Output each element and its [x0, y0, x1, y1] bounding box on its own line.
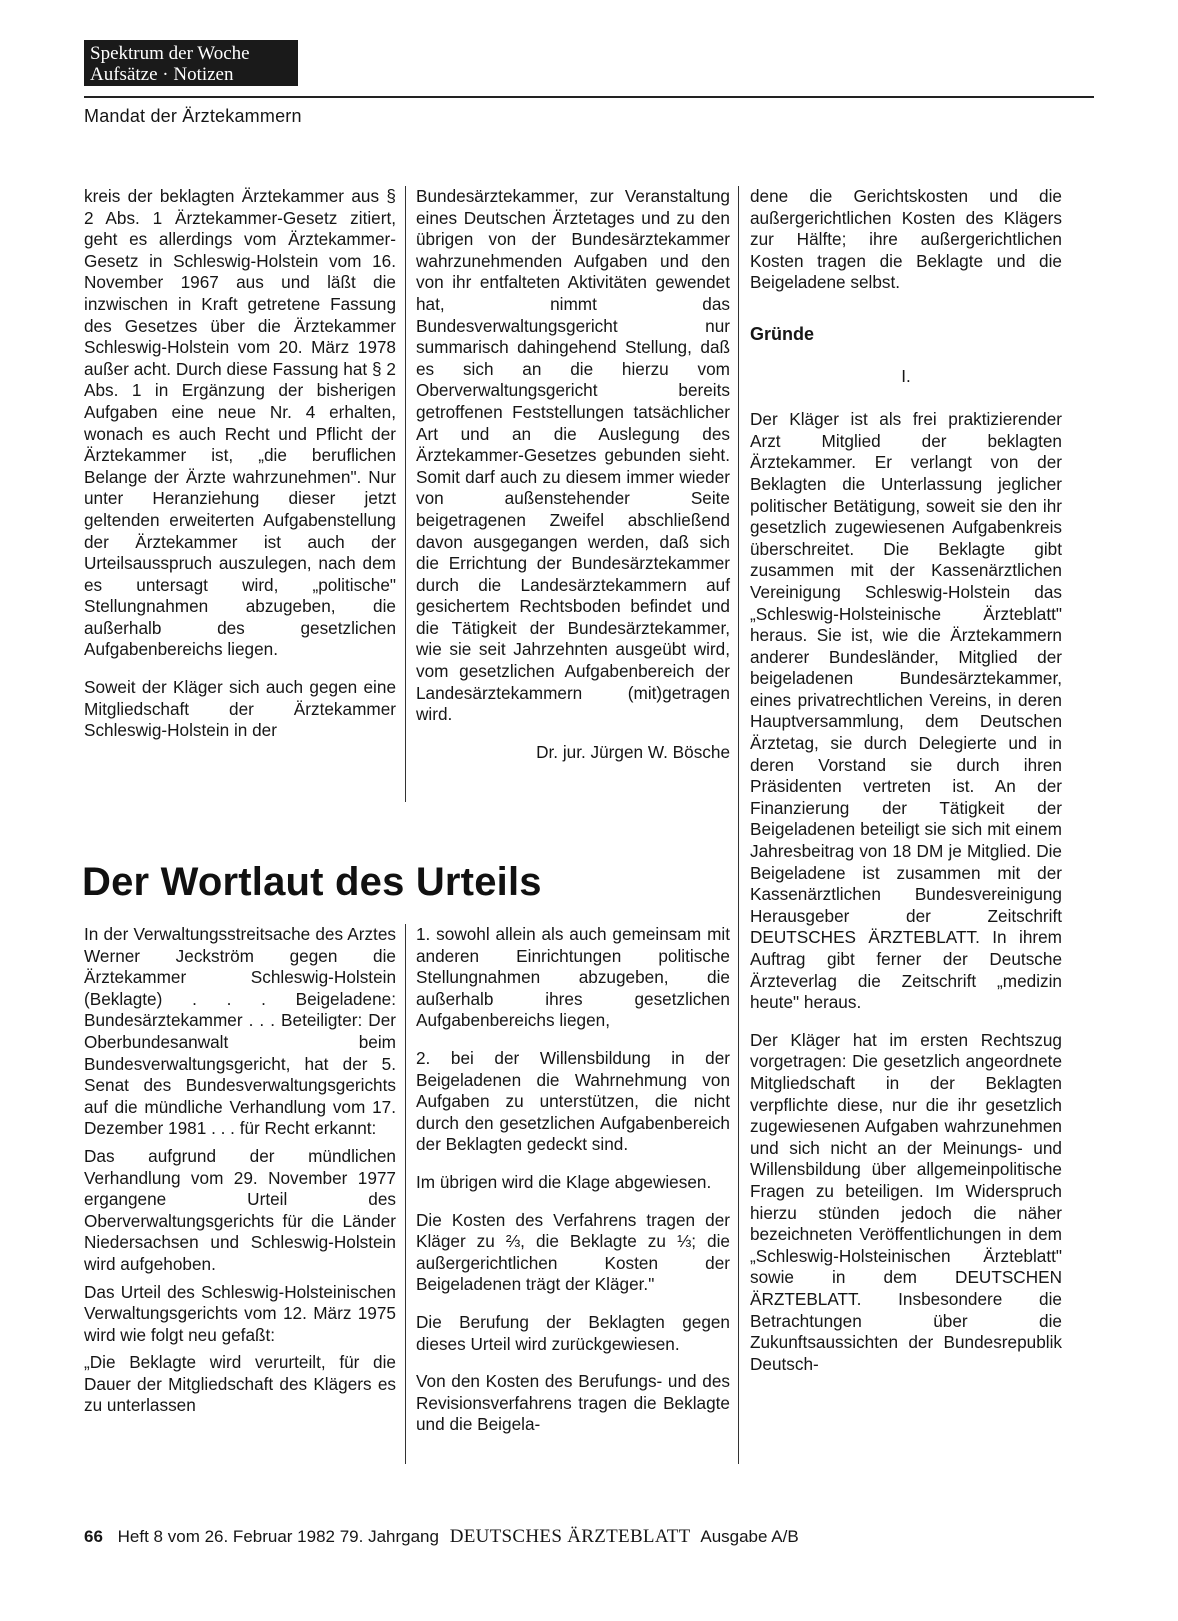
- judgment-column-1: [84, 924, 396, 1433]
- issue-info: Heft 8 vom 26. Februar 1982 79. Jahrgang: [117, 1527, 439, 1546]
- column-divider: [405, 924, 406, 1464]
- column-divider: [405, 186, 406, 802]
- author-signature: Dr. jur. Jürgen W. Bösche: [536, 741, 730, 762]
- column-divider: [738, 186, 739, 1464]
- running-head: Mandat der Ärztekammern: [84, 106, 302, 126]
- paragraph: Die Kosten des Verfahrens tragen der Kläger zu ⅔, die Beklagte zu ⅓; die außergerichtlichen Kosten der Beigeladenen trägt der Kläger.": [416, 1209, 730, 1295]
- paragraph: Das aufgrund der mündlichen Verhandlung vom 29. November 1977 ergangene Urteil des Oberverwaltungsgerichts für die Länder Niedersachsen und Schleswig-Holstein wird aufgehoben.: [84, 1145, 396, 1274]
- paragraph: „Die Beklagte wird verurteilt, für die Dauer der Mitgliedschaft des Klägers es zu unterlassen: [84, 1352, 396, 1416]
- article-column-2: [416, 186, 730, 763]
- article-headline: Der Wortlaut des Urteils: [82, 860, 542, 904]
- paragraph: Die Berufung der Beklagten gegen dieses Urteil wird zurückgewiesen.: [416, 1311, 730, 1354]
- judgment-column-2: [416, 924, 730, 1452]
- article-column-1: [84, 186, 396, 758]
- section-tag: [84, 40, 298, 86]
- paragraph: Bundesärztekammer, zur Veranstaltung eines Deutschen Ärztetages und zu den übrigen von der Bundesärztekammer wahrzunehmenden Aufgaben und den von ihr entfalteten Aktivitäten gewendet hat, nimmt das Bundesverwaltungsgericht nur summarisch dahingehend Stellung, daß es sich an die hierzu vom Oberverwaltungsgericht bereits getroffenen Feststellungen tatsächlicher Art und an die Auslegung des Ärztekammer-Gesetzes gebunden sieht. Somit darf auch zu diesem immer wieder von außenstehender Seite beigetragenen Zweifel abschließend davon ausgegangen werden, daß sich die Errichtung der Bundesärztekammer durch die Landesärztekammern auf gesichertem Rechtsboden befindet und die Tätigkeit der Bundesärztekammer, wie sie seit Jahrzehnten ausgeübt wird, vom gesetzlichen Aufgabenbereich der Landesärztekammern (mit)getragen wird.: [416, 186, 730, 725]
- paragraph: Von den Kosten des Berufungs- und des Revisionsverfahrens tragen die Beklagte und die Beigela-: [416, 1371, 730, 1435]
- top-rule: [84, 96, 1094, 98]
- section-numeral: I.: [901, 365, 911, 386]
- page-number: 66: [84, 1527, 103, 1546]
- paragraph: 1. sowohl allein als auch gemeinsam mit anderen Einrichtungen politische Stellungnahmen abzugeben, die außerhalb ihres gesetzlichen Aufgabenbereichs liegen,: [416, 924, 730, 1031]
- section-tag-line2: Aufsätze · Notizen: [90, 64, 234, 85]
- edition-info: Ausgabe A/B: [700, 1527, 799, 1546]
- page-footer: [84, 1526, 799, 1548]
- paragraph: Im übrigen wird die Klage abgewiesen.: [416, 1171, 712, 1192]
- section-tag-line1: Spektrum der Woche: [90, 43, 250, 64]
- paragraph: 2. bei der Willensbildung in der Beigeladenen die Wahrnehmung von Aufgaben zu unterstützen, die nicht durch den gesetzlichen Aufgabenbereich der Beklagten gedeckt sind.: [416, 1047, 730, 1155]
- paragraph: kreis der beklagten Ärztekammer aus § 2 Abs. 1 Ärztekammer-Gesetz zitiert, geht es allerdings vom Ärztekammer-Gesetz in Schleswig-Holstein vom 16. November 1967 aus und läßt die inzwischen in Kraft getretene Fassung des Gesetzes über die Ärztekammer Schleswig-Holstein vom 20. März 1978 außer acht. Durch diese Fassung hat § 2 Abs. 1 in Ergänzung der bisherigen Aufgaben eine neue Nr. 4 erhalten, wonach es auch Recht und Pflicht der Ärztekammer ist, „die beruflichen Belange der Ärzte wahrzunehmen". Nur unter Heranziehung dieser jetzt geltenden erweiterten Aufgabenstellung der Ärztekammer ist auch der Urteilsausspruch auszulegen, nach dem es untersagt wird, „politische" Stellungnahmen abzugeben, die außerhalb des gesetzlichen Aufgabenbereichs liegen.: [84, 186, 396, 660]
- journal-name: DEUTSCHES ÄRZTEBLATT: [449, 1526, 691, 1547]
- section-heading: Gründe: [750, 323, 815, 344]
- paragraph: Der Kläger ist als frei praktizierender Arzt Mitglied der beklagten Ärztekammer. Er verlangt von der Beklagten die Unterlassung jeglicher politischer Betätigung, soweit sie den ihr gesetzlich zugewiesenen Aufgabenkreis überschreitet. Die Beklagte gibt zusammen mit der Kassenärztlichen Vereinigung Schleswig-Holstein das „Schleswig-Holsteinische Ärzteblatt" heraus. Sie ist, wie die Ärztekammern anderer Bundesländer, Mitglied der beigeladenen Bundesärztekammer, eines privatrechtlichen Vereins, in deren Hauptversammlung, dem Deutschen Ärztetag, sie durch Delegierte und in deren Vorstand sie durch ihren Präsidenten vertreten ist. An der Finanzierung der Tätigkeit der Beigeladenen beteiligt sie sich mit einem Jahresbeitrag von 18 DM je Mitglied. Die Beigeladene ist zusammen mit der Kassenärztlichen Bundesvereinigung Herausgeber der Zeitschrift DEUTSCHES ÄRZTEBLATT. In ihrem Auftrag gibt ferner der Deutsche Ärzteverlag die Zeitschrift „medizin heute" heraus.: [750, 409, 1062, 1013]
- paragraph: Das Urteil des Schleswig-Holsteinischen Verwaltungsgerichts vom 12. März 1975 wird wie folgt neu gefaßt:: [84, 1281, 396, 1345]
- article-column-3: [750, 186, 1062, 1391]
- paragraph: Soweit der Kläger sich auch gegen eine Mitgliedschaft der Ärztekammer Schleswig-Holstein in der: [84, 677, 396, 741]
- paragraph: Der Kläger hat im ersten Rechtszug vorgetragen: Die gesetzlich angeordnete Mitgliedschaft in der Beklagten verpflichte diese, nur die ihr gesetzlich zugewiesenen Aufgaben wahrzunehmen und sich nicht an der Meinungs- und Willensbildung über allgemeinpolitische Fragen zu beteiligen. Im Widerspruch hierzu stünden jedoch die näher bezeichneten Veröffentlichungen in dem „Schleswig-Holsteinischen Ärzteblatt" sowie in dem DEUTSCHEN ÄRZTEBLATT. Insbesondere die Betrachtungen über die Zukunftsaussichten der Bundesrepublik Deutsch-: [750, 1029, 1062, 1374]
- paragraph: dene die Gerichtskosten und die außergerichtlichen Kosten des Klägers zur Hälfte; ihre außergerichtlichen Kosten tragen die Beklagte und die Beigeladene selbst.: [750, 186, 1062, 293]
- paragraph: In der Verwaltungsstreitsache des Arztes Werner Jeckström gegen die Ärztekammer Schleswig-Holstein (Beklagte) . . . Beigeladene: Bundesärztekammer . . . Beteiligter: Der Oberbundesanwalt beim Bundesverwaltungsgericht, hat der 5. Senat des Bundesverwaltungsgerichts auf die mündliche Verhandlung vom 17. Dezember 1981 . . . für Recht erkannt:: [84, 924, 396, 1139]
